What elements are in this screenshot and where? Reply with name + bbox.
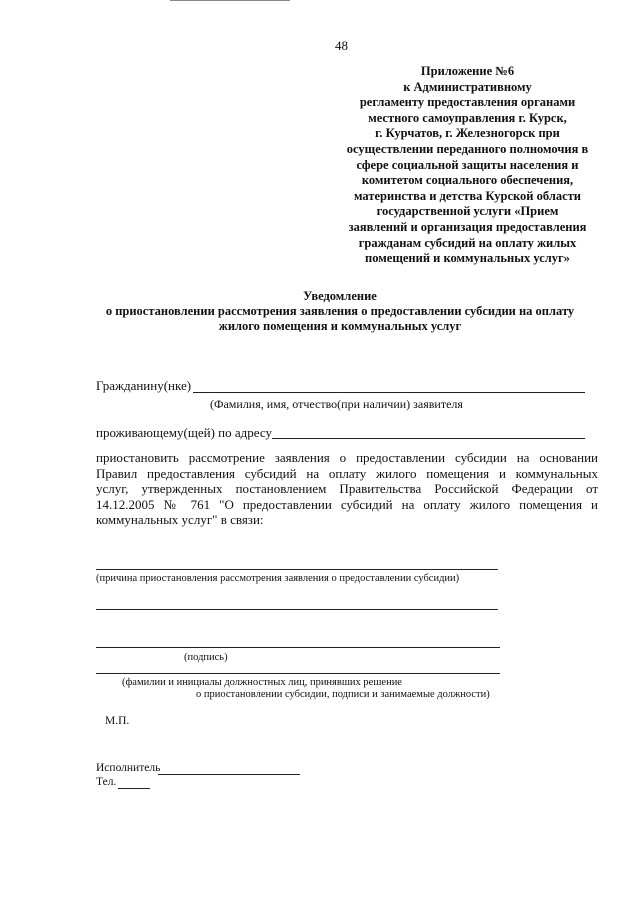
notice-subtitle-line: о приостановлении рассмотрения заявления о предоставлении субсидии на оплату [105, 304, 575, 318]
notice-heading: Уведомление [303, 289, 377, 303]
appendix-line: к Административному [403, 79, 532, 94]
page-number: 48 [335, 38, 348, 53]
signature-line[interactable] [96, 647, 500, 648]
appendix-line: материнства и детства Курской области [354, 188, 581, 203]
citizen-label: Гражданину(нке) [96, 378, 192, 393]
body-line: услуг, утвержденных постановлением Правительства Российской Федерации от [96, 481, 598, 496]
signature-caption: (подпись) [184, 652, 228, 663]
appendix-line: государственной услуги «Прием [376, 204, 559, 219]
appendix-line: г. Курчатов, г. Железногорск при [375, 126, 560, 141]
appendix-line: заявлений и организация предоставления [348, 219, 587, 234]
officials-caption: (фамилии и инициалы должностных лиц, принявших решение [122, 677, 402, 688]
appendix-line: Приложение №6 [420, 64, 515, 78]
appendix-line: помещений и коммунальных услуг» [365, 251, 570, 266]
address-line[interactable] [272, 438, 585, 439]
body-line: приостановить рассмотрение заявления о предоставлении субсидии на основании [96, 450, 598, 465]
phone-label: Тел. [96, 776, 117, 788]
appendix-line: осуществлении переданного полномочия в [346, 141, 589, 156]
reason-caption: (причина приостановления рассмотрения заявления о предоставлении субсидии) [96, 573, 460, 584]
seal-label: М.П. [105, 715, 130, 727]
executor-label: Исполнитель [96, 762, 161, 774]
body-line: Правил предоставления субсидий на оплату жилого помещения и коммунальных [96, 465, 598, 481]
appendix-line: сфере социальной защиты населения и [356, 157, 579, 172]
appendix-line: местного самоуправления г. Курск, [368, 110, 567, 125]
phone-line[interactable] [118, 788, 150, 789]
body-line: 14.12.2005 № 761 "О предоставлении субсидий на оплату жилого помещения и [96, 496, 598, 512]
reason-line[interactable] [96, 569, 498, 570]
officials-caption: о приостановлении субсидии, подписи и занимаемые должности) [196, 689, 490, 700]
citizen-caption: (Фамилия, имя, отчество(при наличии) заявителя [210, 397, 463, 411]
scan-edge-line [170, 0, 290, 1]
notice-title [60, 289, 620, 334]
citizen-name-line[interactable] [193, 392, 585, 393]
officials-line[interactable] [96, 673, 500, 674]
body-line: коммунальных услуг" в связи: [96, 512, 264, 527]
address-label: проживающему(щей) по адресу [96, 425, 272, 440]
body-paragraph [96, 450, 598, 528]
appendix-line: регламенту предоставления органами [359, 95, 576, 110]
appendix-block [330, 64, 605, 267]
notice-subtitle-line: жилого помещения и коммунальных услуг [218, 319, 462, 333]
executor-line[interactable] [158, 774, 300, 775]
appendix-line: гражданам субсидий на оплату жилых [358, 235, 577, 250]
appendix-line: комитетом социального обеспечения, [361, 173, 574, 188]
reason-extra-line[interactable] [96, 609, 498, 610]
